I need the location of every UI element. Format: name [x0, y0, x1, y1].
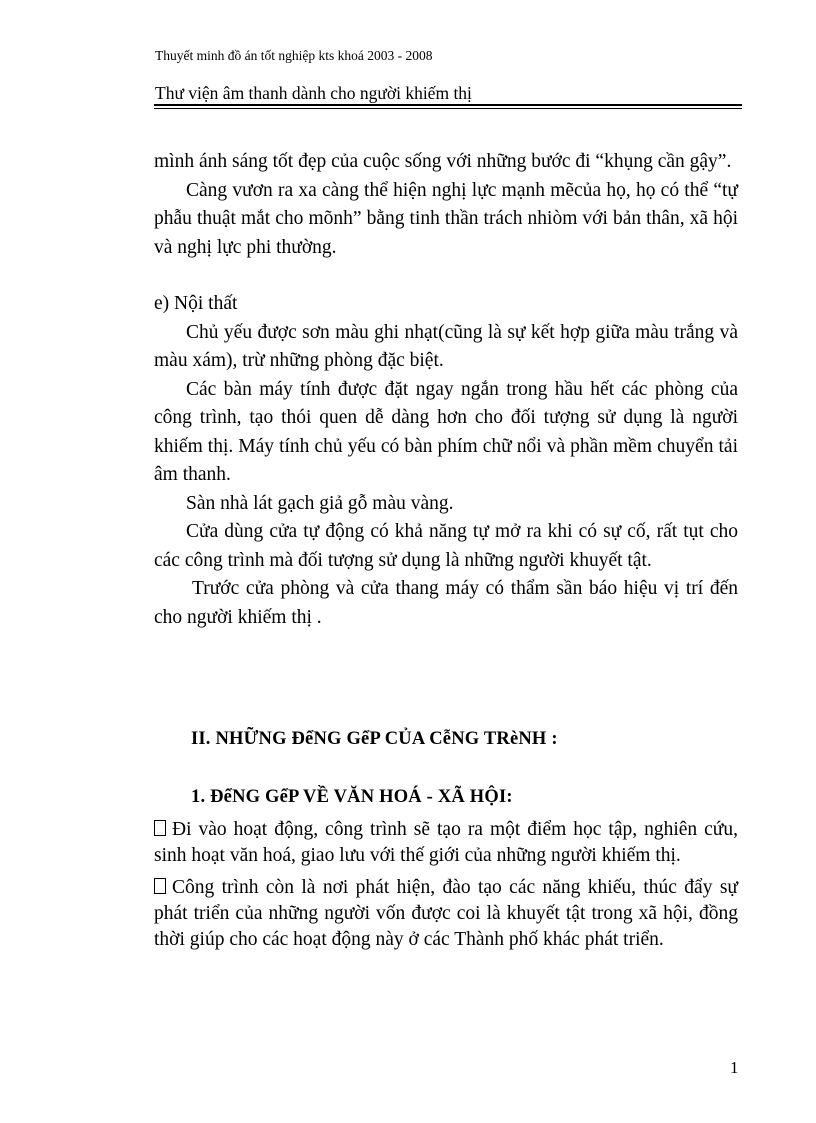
running-header-title: Thuyết minh đồ án tốt nghiệp kts khoá 2003 - 2008	[155, 48, 433, 63]
list-item: Công trình còn là nơi phát hiện, đào tạo các năng khiếu, thúc đẩy sự phát triển của những người vốn được coi là khuyết tật trong xã hội, đồng thời giúp cho các hoạt động này ở các Thành phố khác phát triển.	[154, 877, 738, 950]
paragraph: Càng vươn ra xa càng thể hiện nghị lực mạnh mẽcủa họ, họ có thể “tự phẫu thuật mắt cho mõnh” bằng tinh thần trách nhiòm với bản thân, xã hội và nghị lực phi thường.	[154, 179, 738, 258]
bullet-list	[154, 817, 738, 959]
paragraph: mình ánh sáng tốt đẹp của cuộc sống với những bước đi “khụng cần gậy”.	[154, 151, 732, 172]
running-header-subtitle: Thư viện âm thanh dành cho người khiếm thị	[155, 83, 472, 103]
header-rule-thin	[154, 108, 742, 109]
checkbox-bullet-icon	[154, 878, 166, 894]
subsection-heading-1: 1. ĐểNG GểP VỀ VĂN HOÁ - XÃ HỘI:	[191, 787, 513, 807]
paragraph: Chủ yếu được sơn màu ghi nhạt(cũng là sự kết hợp giữa màu trắng và màu xám), trừ những phòng đặc biệt.	[154, 321, 738, 371]
paragraph: Các bàn máy tính được đặt ngay ngắn trong hầu hết các phòng của công trình, tạo thói quen dễ dàng hơn cho đối tượng sử dụng là người khiếm thị. Máy tính chủ yếu có bàn phím chữ nổi và phần mềm chuyển tải âm thanh.	[154, 378, 738, 485]
paragraph: Sàn nhà lát gạch giả gỗ màu vàng.	[186, 492, 454, 514]
paragraph: Cửa dùng cửa tự động có khả năng tự mở ra khi có sự cố, rất tụt cho các công trình mà đối tượng sử dụng là những người khuyết tật.	[154, 521, 738, 571]
paragraph: Trước cửa phòng và cửa thang máy có thẩm sần báo hiệu vị trí đến cho người khiếm thị .	[154, 578, 738, 628]
body-text	[154, 148, 738, 632]
section-heading-e: e) Nội thất	[154, 293, 238, 314]
list-item: Đi vào hoạt động, công trình sẽ tạo ra một điểm học tập, nghiên cứu, sinh hoạt văn hoá, giao lưu với thế giới của những người khiếm thị.	[154, 819, 738, 866]
paragraph-gap	[154, 262, 738, 290]
section-heading-ii: II. NHỮNG ĐểNG GểP CỦA CễNG TRèNH :	[191, 729, 558, 749]
page-number: 1	[730, 1058, 739, 1077]
header-rule-thick	[154, 104, 742, 106]
checkbox-bullet-icon	[154, 820, 166, 836]
